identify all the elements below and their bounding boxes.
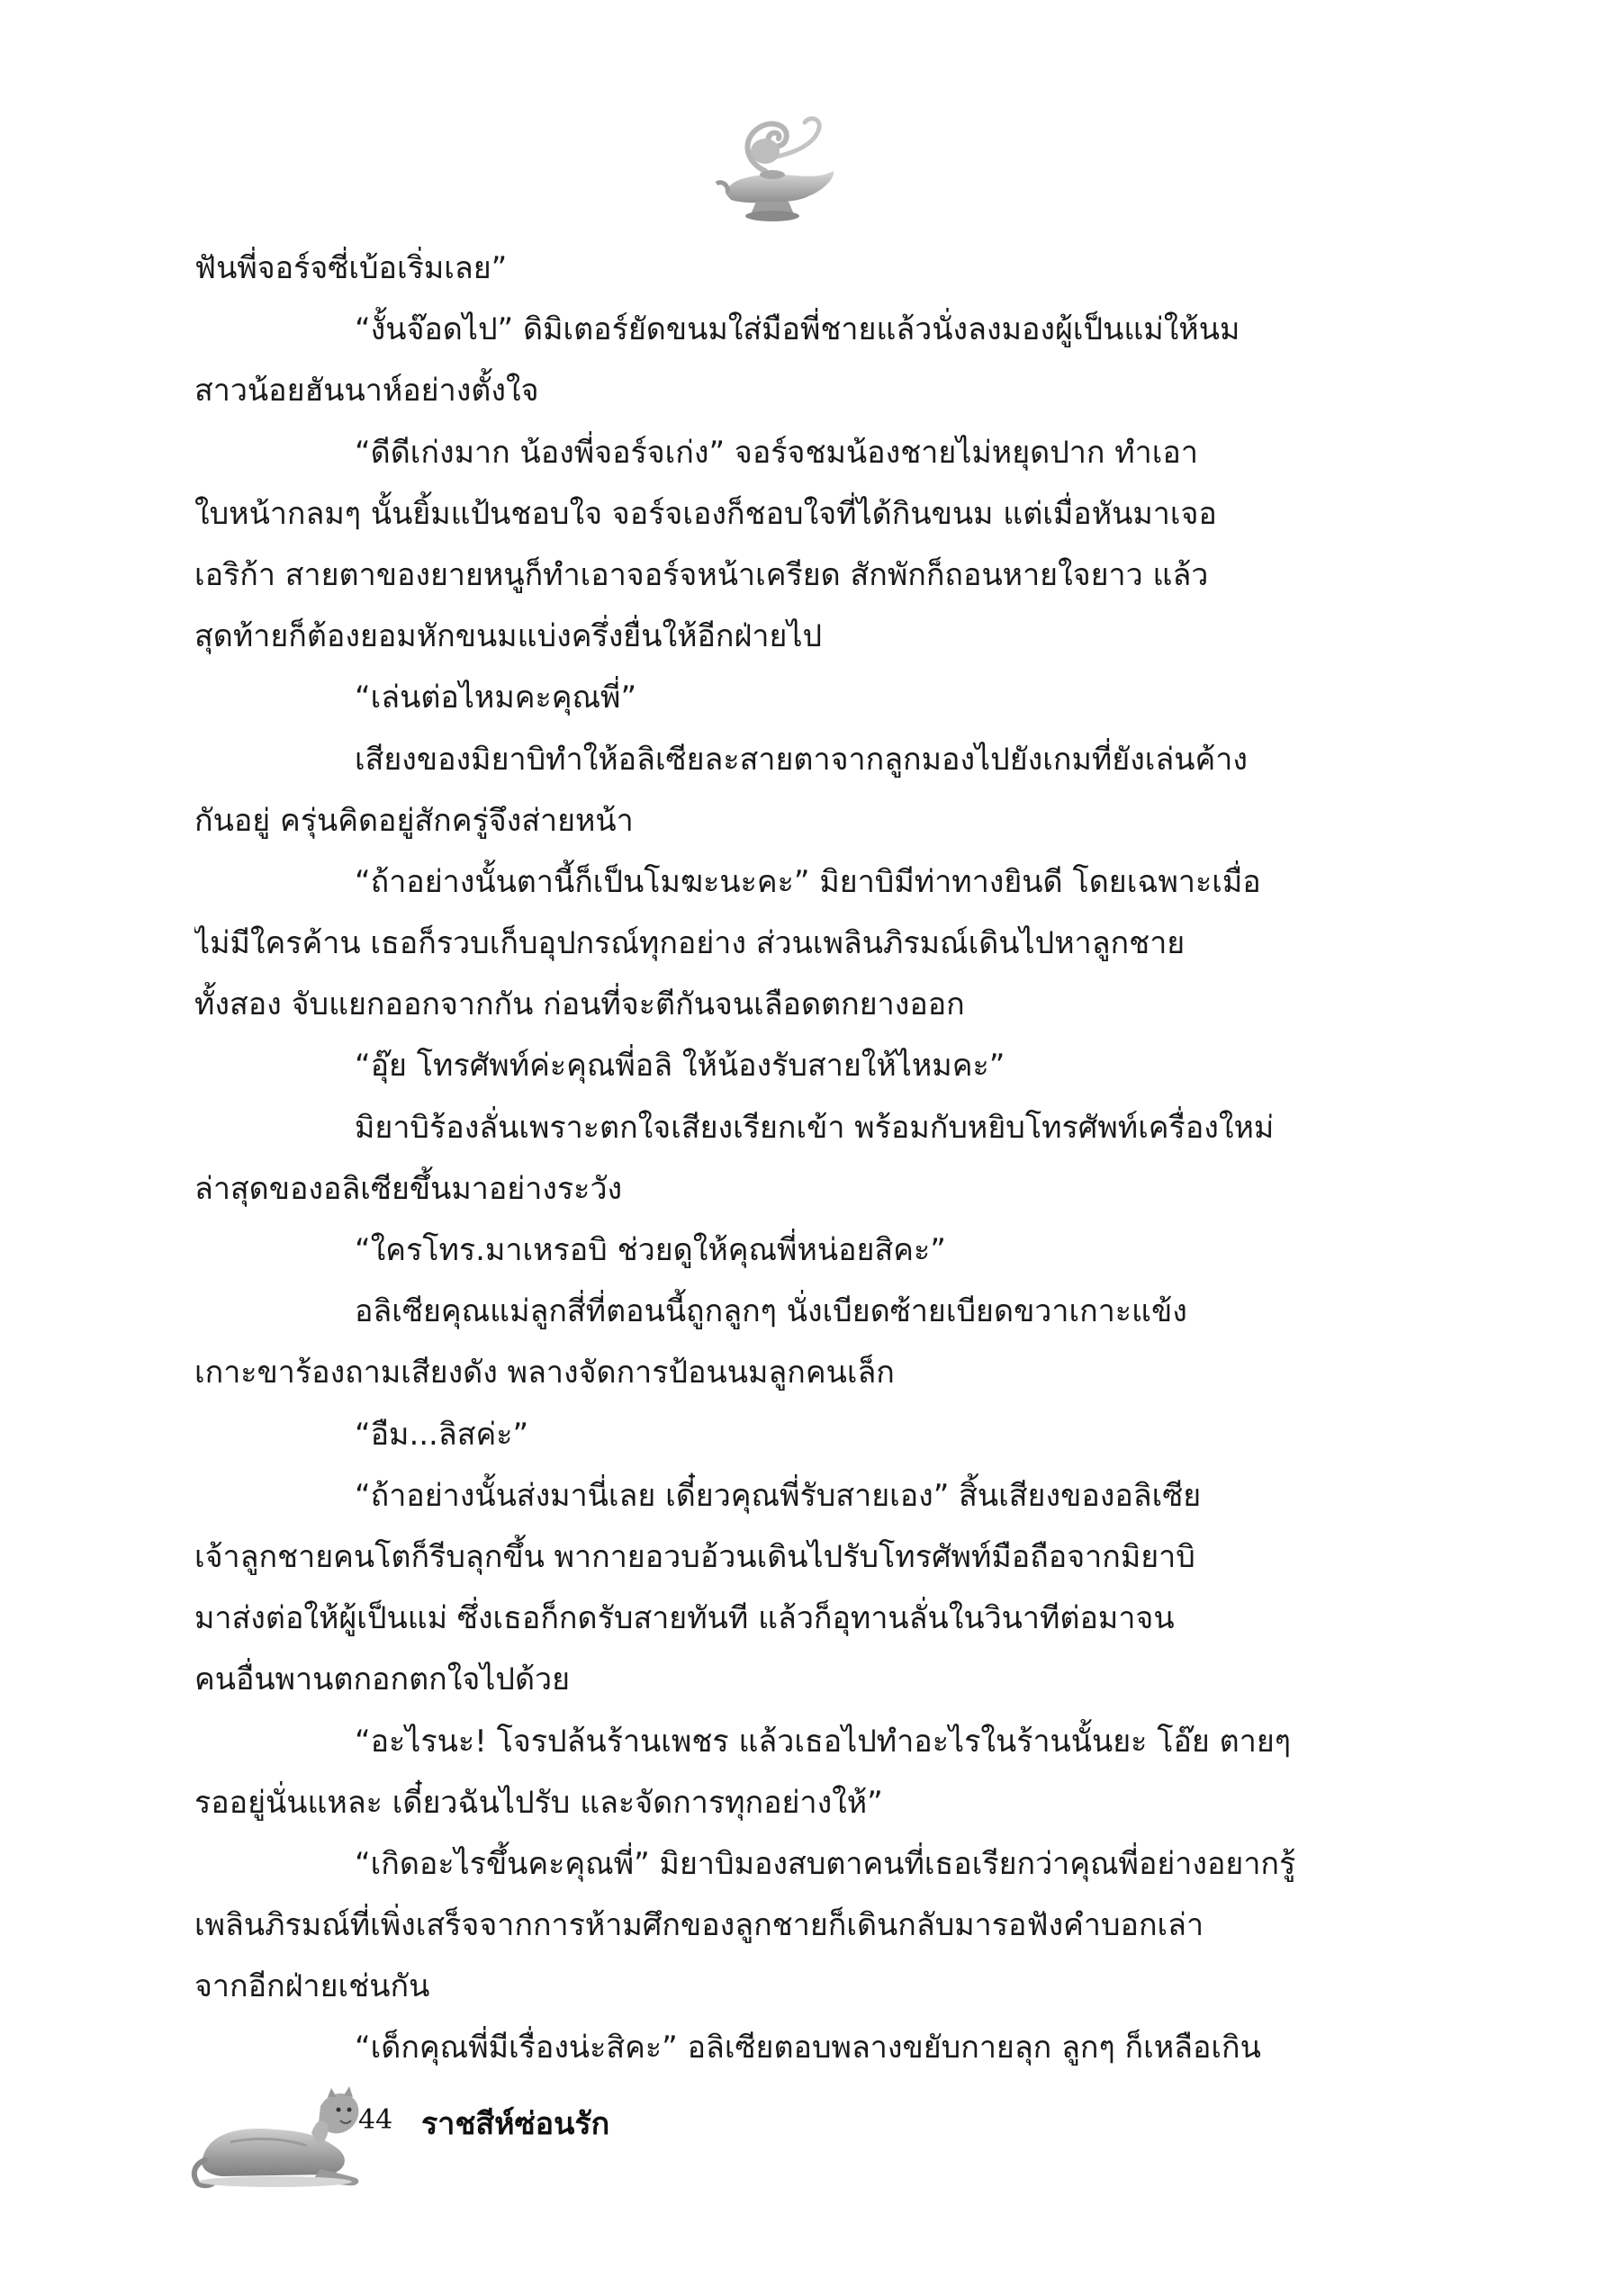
text-line: “เกิดอะไรขึ้นคะคุณพี่” มิยาบิมองสบตาคนที่เธอเรียกว่าคุณพี่อย่างอยากรู้ [355, 1845, 1296, 1882]
text-line: “เด็กคุณพี่มีเรื่องน่ะสิคะ” อลิเซียตอบพลางขยับกายลุก ลูกๆ ก็เหลือเกิน [355, 2030, 1261, 2066]
text-line: “อืม...ลิสค่ะ” [355, 1416, 529, 1453]
text-line: สาวน้อยฮันนาห์อย่างตั้งใจ [194, 373, 539, 410]
text-line: มิยาบิร้องลั่นเพราะตกใจเสียงเรียกเข้า พร้อมกับหยิบโทรศัพท์เครื่องใหม่ [355, 1109, 1275, 1146]
text-line: เพลินภิรมณ์ที่เพิ่งเสร็จจากการห้ามศึกของลูกชายก็เดินกลับมารอฟังคำบอกเล่า [194, 1907, 1204, 1944]
text-line: ฟันพี่จอร์จซี่เบ้อเริ่มเลย” [194, 250, 508, 286]
text-line: “ถ้าอย่างนั้นส่งมานี่เลย เดี๋ยวคุณพี่รับสายเอง” สิ้นเสียงของอลิเซีย [355, 1477, 1202, 1514]
text-line: “อะไรนะ! โจรปล้นร้านเพชร แล้วเธอไปทำอะไรในร้านนั้นยะ โอ๊ย ตายๆ [355, 1723, 1292, 1760]
text-line: อลิเซียคุณแม่ลูกสี่ที่ตอนนี้ถูกลูกๆ นั่งเบียดซ้ายเบียดขวาเกาะแข้ง [355, 1293, 1187, 1330]
text-line: สุดท้ายก็ต้องยอมหักขนมแบ่งครึ่งยื่นให้อีกฝ่ายไป [194, 618, 823, 655]
book-title: ราชสีห์ซ่อนรัก [421, 2106, 610, 2142]
text-line: “เล่นต่อไหมคะคุณพี่” [355, 680, 637, 716]
text-line: ใบหน้ากลมๆ นั้นยิ้มแป้นชอบใจ จอร์จเองก็ชอบใจที่ได้กินขนม แต่เมื่อหันมาเจอ [194, 495, 1217, 532]
text-line: ไม่มีใครค้าน เธอก็รวบเก็บอุปกรณ์ทุกอย่าง ส่วนเพลินภิรมณ์เดินไปหาลูกชาย [194, 925, 1186, 962]
text-line: “ใครโทร.มาเหรอบิ ช่วยดูให้คุณพี่หน่อยสิคะ” [355, 1232, 946, 1268]
page-number: 44 [358, 2104, 393, 2136]
text-line: เสียงของมิยาบิทำให้อลิเซียละสายตาจากลูกมองไปยังเกมที่ยังเล่นค้าง [355, 741, 1248, 778]
text-line: “ถ้าอย่างนั้นตานี้ก็เป็นโมฆะนะคะ” มิยาบิมีท่าทางยินดี โดยเฉพาะเมื่อ [355, 863, 1261, 900]
text-line: มาส่งต่อให้ผู้เป็นแม่ ซึ่งเธอก็กดรับสายทันที แล้วก็อุทานลั่นในวินาทีต่อมาจน [194, 1600, 1175, 1637]
lioness-icon [185, 2070, 365, 2192]
text-line: รออยู่นั่นแหละ เดี๋ยวฉันไปรับ และจัดการทุกอย่างให้” [194, 1784, 883, 1821]
text-line: “งั้นจ๊อดไป” ดิมิเตอร์ยัดขนมใส่มือพี่ชายแล้วนั่งลงมองผู้เป็นแม่ให้นม [355, 311, 1240, 348]
body-text [194, 238, 1339, 2079]
text-line: “ดีดีเก่งมาก น้องพี่จอร์จเก่ง” จอร์จชมน้องชายไม่หยุดปาก ทำเอา [355, 434, 1198, 471]
genie-lamp-ornament [709, 108, 844, 230]
text-line: เอริก้า สายตาของยายหนูก็ทำเอาจอร์จหน้าเครียด สักพักก็ถอนหายใจยาว แล้ว [194, 556, 1209, 593]
text-line: เจ้าลูกชายคนโตก็รีบลุกขึ้น พากายอวบอ้วนเดินไปรับโทรศัพท์มือถือจากมิยาบิ [194, 1538, 1195, 1575]
text-line: “อุ๊ย โทรศัพท์ค่ะคุณพี่อลิ ให้น้องรับสายให้ไหมคะ” [355, 1048, 1005, 1085]
page-footer [185, 2070, 726, 2196]
text-line: กันอยู่ ครุ่นคิดอยู่สักครู่จึงส่ายหน้า [194, 802, 634, 839]
text-line: จากอีกฝ่ายเช่นกัน [194, 1968, 430, 2005]
text-line: ทั้งสอง จับแยกออกจากกัน ก่อนที่จะตีกันจนเลือดตกยางออก [194, 986, 965, 1023]
text-line: คนอื่นพานตกอกตกใจไปด้วย [194, 1661, 571, 1698]
text-line: ล่าสุดของอลิเซียขึ้นมาอย่างระวัง [194, 1170, 623, 1207]
text-line: เกาะขาร้องถามเสียงดัง พลางจัดการป้อนนมลูกคนเล็ก [194, 1355, 895, 1391]
